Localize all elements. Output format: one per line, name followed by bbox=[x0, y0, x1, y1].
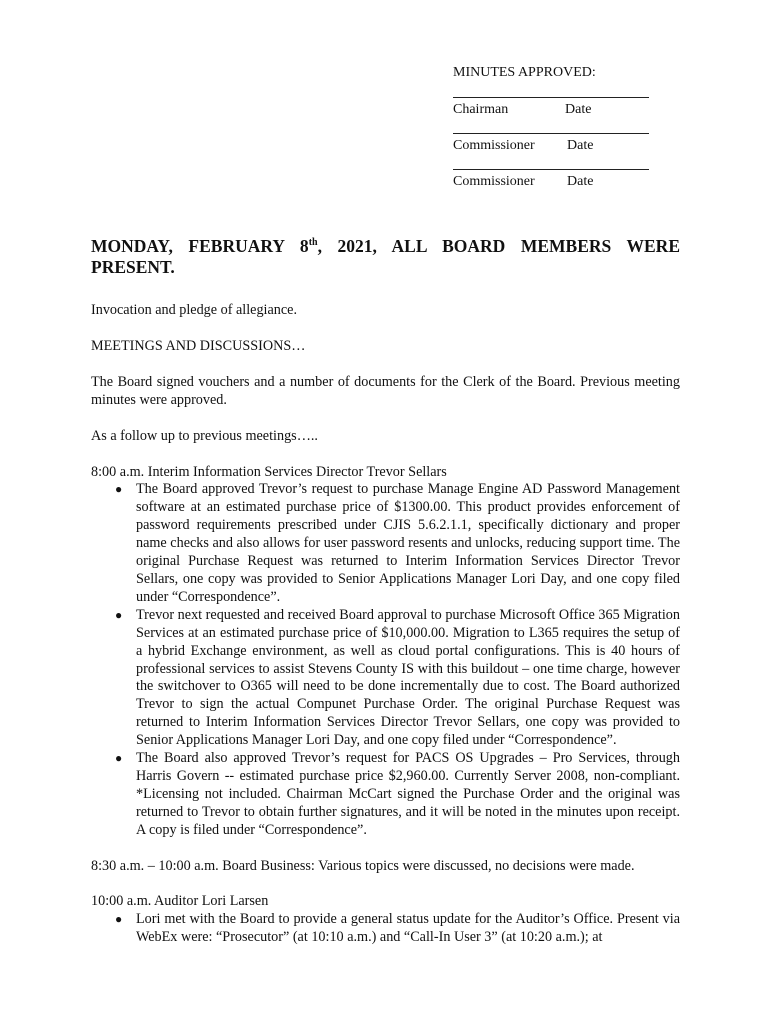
list-item-text: Lori met with the Board to provide a general status update for the Auditor’s Office. Present via WebEx were: “Prosecutor” (at 10:10 a.m.) and “Call-In User 3” (at 10:20 a.m.); at bbox=[136, 911, 680, 946]
list-item bbox=[91, 911, 680, 947]
list-item-text: The Board also approved Trevor’s request for PACS OS Upgrades – Pro Services, through Harris Govern -- estimated purchase price $2,960.00. Currently Server 2008, non-compliant. *Licensing not included. Chairman McCart signed the Purchase Order and the original was returned to Trevor to obtain further signatures, and it will be noted in the minutes upon receipt. A copy is filed under “Correspondence”. bbox=[136, 750, 680, 838]
signature-date: Date bbox=[565, 102, 592, 117]
follow-up-paragraph: As a follow up to previous meetings….. bbox=[91, 427, 318, 444]
session-title: 8:30 a.m. – 10:00 a.m. Board Business: Various topics were discussed, no decisions were made. bbox=[91, 857, 635, 874]
list-item bbox=[91, 481, 680, 606]
list-item bbox=[91, 750, 680, 840]
signature-role: Commissioner bbox=[453, 174, 535, 189]
minutes-body bbox=[91, 236, 680, 965]
approval-heading: MINUTES APPROVED: bbox=[453, 65, 596, 80]
signature-role: Chairman bbox=[453, 102, 509, 117]
heading-attendance-text: , 2021, ALL BOARD MEMBERS WERE PRESENT. bbox=[91, 236, 680, 277]
list-item-text: Trevor next requested and received Board approval to purchase Microsoft Office 365 Migration Services at an estimated purchase price of $10,000.00. Migration to L365 requires the setup of a hybrid Exchange environment, as well as cloud portal configurations. This is 40 hours of professional services to assist Stevens County IS with this buildout – one time charge, however the switchover to O365 will need to be done incrementally due to cost. The Board authorized Trevor to sign the actual Compunet Purchase Order. The original Purchase Request was returned to Interim Information Services Director Trevor Sellars, one copy was provided to Senior Applications Manager Lori Day, and one copy filed under “Correspondence”. bbox=[136, 606, 680, 749]
meetings-heading: MEETINGS AND DISCUSSIONS… bbox=[91, 337, 306, 354]
signature-role: Commissioner bbox=[453, 138, 535, 153]
list-item bbox=[91, 607, 680, 750]
session-title: 10:00 a.m. Auditor Lori Larsen bbox=[91, 893, 269, 910]
bullet-icon: ● bbox=[115, 607, 123, 622]
session-bullet-list bbox=[91, 911, 680, 947]
session-title: 8:00 a.m. Interim Information Services Director Trevor Sellars bbox=[91, 463, 447, 480]
signature-date: Date bbox=[567, 138, 594, 153]
invocation-paragraph: Invocation and pledge of allegiance. bbox=[91, 302, 298, 318]
list-item-text: The Board approved Trevor’s request to purchase Manage Engine AD Password Management software at an estimated purchase price of $1300.00. This product provides enforcement of password requirements prescribed under CJIS 5.6.2.1.1, specifically dictionary and proper name checks and also allows for user password resents and unlocks, reducing support time. The original Purchase Request was returned to Interim Information Services Director Trevor Sellars, one copy was provided to Senior Applications Manager Lori Day, and one copy filed under “Correspondence”. bbox=[136, 481, 680, 605]
bullet-icon: ● bbox=[115, 912, 123, 927]
bullet-icon: ● bbox=[115, 482, 123, 497]
heading-ordinal-suffix: th bbox=[308, 237, 318, 249]
board-signed-paragraph: The Board signed vouchers and a number of documents for the Clerk of the Board. Previous meeting minutes were approved. bbox=[91, 373, 680, 408]
meeting-heading bbox=[91, 236, 680, 278]
bullet-icon: ● bbox=[115, 751, 123, 766]
signature-line-commissioner-2 bbox=[453, 169, 649, 205]
signature-line-chairman bbox=[453, 97, 649, 133]
signature-date: Date bbox=[567, 174, 594, 189]
signature-line-commissioner-1 bbox=[453, 133, 649, 169]
session-bullet-list bbox=[91, 481, 680, 839]
heading-date-text: MONDAY, FEBRUARY 8 bbox=[91, 236, 309, 256]
approval-signature-block bbox=[453, 64, 649, 205]
